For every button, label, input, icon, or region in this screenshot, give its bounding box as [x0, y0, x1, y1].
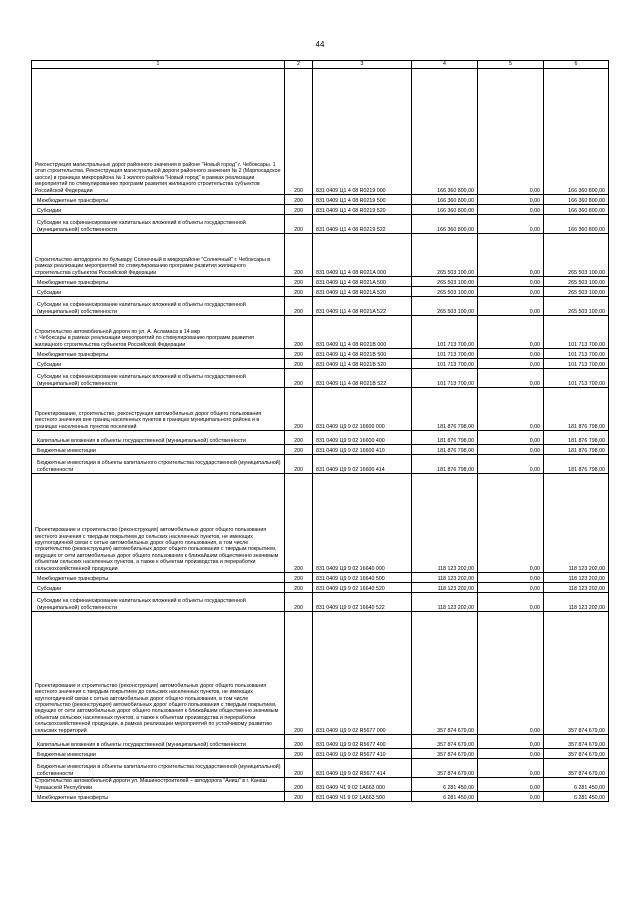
table-row — [32, 369, 609, 388]
row-code-cell: 200 — [285, 349, 313, 359]
row-code-cell: 200 — [285, 369, 313, 388]
row-value-col4: 166 360 800,00 — [412, 69, 478, 195]
row-classification-cell: 831 0409 Ц9 9 02 16600 414 — [313, 455, 412, 474]
row-value-col4: 101 713 700,00 — [412, 349, 478, 359]
table-row — [32, 359, 609, 369]
row-value-col6: 181 876 798,00 — [544, 388, 609, 431]
table-row — [32, 573, 609, 583]
row-name-cell: Проектирование и строительство (реконструкция) автомобильных дорог общего пользования местного значения с твердым покрытием до сельских населенных пунктов, не имеющих круглогодичной связи с сетью автомобильных дорог общего пользования, в том числе строительство (реконструкция) автомобильных дорог общего пользования с твердым покрытием, ведущих от сети автомобильных дорог общего пользования к ближайшим общественно значимым объектам сельских населенных пунктов, а также к объектам производства и переработки сельскохозяйственной продукции — [32, 474, 285, 573]
table-row — [32, 735, 609, 749]
table-row — [32, 316, 609, 349]
table-row — [32, 215, 609, 234]
row-value-col5: 0,00 — [478, 593, 544, 612]
column-header: 3 — [313, 61, 412, 69]
table-row — [32, 69, 609, 195]
row-code-cell: 200 — [285, 583, 313, 593]
row-classification-cell: 831 0409 Ц1 4 08 R021B 520 — [313, 359, 412, 369]
row-classification-cell: 831 0409 Ц9 9 02 16640 500 — [313, 573, 412, 583]
row-value-col6: 181 876 798,00 — [544, 431, 609, 445]
table-row — [32, 583, 609, 593]
row-code-cell: 200 — [285, 778, 313, 792]
row-value-col5: 0,00 — [478, 573, 544, 583]
row-value-col4: 166 360 800,00 — [412, 205, 478, 215]
row-classification-cell: 831 0409 Ц1 4 08 R0219 520 — [313, 205, 412, 215]
row-value-col4: 101 713 700,00 — [412, 369, 478, 388]
row-code-cell: 200 — [285, 431, 313, 445]
row-value-col6: 357 874 679,00 — [544, 612, 609, 735]
row-value-col6: 118 123 202,00 — [544, 474, 609, 573]
row-code-cell: 200 — [285, 215, 313, 234]
row-code-cell: 200 — [285, 445, 313, 455]
row-name-cell: Капитальные вложения в объекты государственной (муниципальной) собственности — [32, 431, 285, 445]
row-classification-cell: 831 0409 Ц1 4 08 R0219 522 — [313, 215, 412, 234]
row-name-cell: Субсидии — [32, 359, 285, 369]
row-value-col4: 118 123 202,00 — [412, 474, 478, 573]
table-row — [32, 349, 609, 359]
row-value-col4: 357 874 679,00 — [412, 759, 478, 778]
table-row — [32, 205, 609, 215]
row-value-col6: 357 874 679,00 — [544, 735, 609, 749]
row-code-cell: 200 — [285, 205, 313, 215]
row-code-cell: 200 — [285, 593, 313, 612]
row-classification-cell: 831 0409 Ц9 9 02 16600 000 — [313, 388, 412, 431]
row-name-cell: Субсидии на софинансирование капитальных вложений в объекты государственной (муниципальной) собственности — [32, 369, 285, 388]
row-name-cell: Проектирование и строительство (реконструкция) автомобильных дорог общего пользования местного значения с твердым покрытием до сельских населенных пунктов, не имеющих круглогодичной связи с сетью автомобильных дорог общего пользования, в том числе строительство (реконструкция) автомобильных дорог общего пользования с твердым покрытием, ведущих от сети автомобильных дорог общего пользования к ближайшим общественно значимым объектам сельских населенных пунктов, а также к объектам производства и переработки сельскохозяйственной продукции, в рамках реализации мероприятий по устойчивому развитию сельских территорий — [32, 612, 285, 735]
row-value-col4: 181 876 798,00 — [412, 455, 478, 474]
row-name-cell: Строительство автомобильной дороги по ул. А. Асламаса в 14 мкр г. Чебоксары в рамках реализации мероприятий по стимулированию программ развития жилищного строительства субъектов Российской Федерации — [32, 316, 285, 349]
row-value-col5: 0,00 — [478, 297, 544, 316]
row-value-col4: 265 503 100,00 — [412, 287, 478, 297]
row-value-col4: 118 123 202,00 — [412, 583, 478, 593]
table-row — [32, 277, 609, 287]
row-name-cell: Субсидии на софинансирование капитальных вложений в объекты государственной (муниципальной) собственности — [32, 593, 285, 612]
row-code-cell: 200 — [285, 735, 313, 749]
row-classification-cell: 831 0409 Ч1 9 02 1А663 000 — [313, 778, 412, 792]
row-name-cell: Бюджетные инвестиции в объекты капитального строительства государственной (муниципальной) собственности — [32, 759, 285, 778]
row-value-col5: 0,00 — [478, 792, 544, 802]
column-header: 4 — [412, 61, 478, 69]
row-value-col6: 101 713 700,00 — [544, 316, 609, 349]
row-value-col6: 265 503 100,00 — [544, 277, 609, 287]
row-code-cell: 200 — [285, 455, 313, 474]
row-code-cell: 200 — [285, 297, 313, 316]
row-code-cell: 200 — [285, 749, 313, 759]
row-value-col4: 265 503 100,00 — [412, 297, 478, 316]
row-value-col6: 166 360 800,00 — [544, 215, 609, 234]
row-code-cell: 200 — [285, 195, 313, 205]
row-name-cell: Субсидии — [32, 205, 285, 215]
column-header: 1 — [32, 61, 285, 69]
row-value-col5: 0,00 — [478, 359, 544, 369]
table-row — [32, 455, 609, 474]
row-name-cell: Субсидии на софинансирование капитальных вложений в объекты государственной (муниципальной) собственности — [32, 297, 285, 316]
row-classification-cell: 831 0409 Ц1 4 08 R021B 500 — [313, 349, 412, 359]
row-classification-cell: 831 0409 Ц9 9 02 16640 000 — [313, 474, 412, 573]
row-value-col6: 166 360 800,00 — [544, 205, 609, 215]
row-classification-cell: 831 0409 Ц1 4 08 R021A 522 — [313, 297, 412, 316]
row-value-col5: 0,00 — [478, 455, 544, 474]
row-value-col5: 0,00 — [478, 431, 544, 445]
row-value-col5: 0,00 — [478, 388, 544, 431]
row-name-cell: Капитальные вложения в объекты государственной (муниципальной) собственности — [32, 735, 285, 749]
row-value-col5: 0,00 — [478, 445, 544, 455]
row-value-col4: 357 874 679,00 — [412, 749, 478, 759]
table-row — [32, 474, 609, 573]
row-value-col4: 166 360 800,00 — [412, 195, 478, 205]
row-classification-cell: 831 0409 Ц1 4 08 R021B 522 — [313, 369, 412, 388]
row-classification-cell: 831 0409 Ц9 9 02 16600 410 — [313, 445, 412, 455]
table-row — [32, 234, 609, 277]
row-name-cell: Бюджетные инвестиции в объекты капитального строительства государственной (муниципальной) собственности — [32, 455, 285, 474]
row-value-col5: 0,00 — [478, 612, 544, 735]
row-classification-cell: 831 0409 Ц9 9 02 R5677 414 — [313, 759, 412, 778]
row-value-col4: 265 503 100,00 — [412, 277, 478, 287]
budget-table — [31, 60, 609, 802]
table-row — [32, 195, 609, 205]
row-value-col4: 181 876 798,00 — [412, 388, 478, 431]
row-code-cell: 200 — [285, 359, 313, 369]
column-header: 5 — [478, 61, 544, 69]
row-value-col6: 357 874 679,00 — [544, 759, 609, 778]
row-name-cell: Межбюджетные трансферты — [32, 573, 285, 583]
row-value-col4: 357 874 679,00 — [412, 612, 478, 735]
table-row — [32, 778, 609, 792]
row-name-cell: Бюджетные инвестиции — [32, 445, 285, 455]
row-value-col6: 181 876 798,00 — [544, 455, 609, 474]
row-code-cell: 200 — [285, 474, 313, 573]
row-value-col6: 6 281 450,00 — [544, 792, 609, 802]
row-value-col4: 265 503 100,00 — [412, 234, 478, 277]
row-name-cell: Межбюджетные трансферты — [32, 277, 285, 287]
row-value-col5: 0,00 — [478, 735, 544, 749]
row-classification-cell: 831 0409 Ц1 4 08 R021A 500 — [313, 277, 412, 287]
row-value-col6: 166 360 800,00 — [544, 195, 609, 205]
row-value-col5: 0,00 — [478, 474, 544, 573]
row-value-col5: 0,00 — [478, 583, 544, 593]
row-code-cell: 200 — [285, 287, 313, 297]
row-classification-cell: 831 0409 Ч1 9 02 1А663 500 — [313, 792, 412, 802]
row-name-cell: Субсидии на софинансирование капитальных вложений в объекты государственной (муниципальной) собственности — [32, 215, 285, 234]
row-code-cell: 200 — [285, 612, 313, 735]
row-code-cell: 200 — [285, 69, 313, 195]
page-number: 44 — [315, 40, 325, 49]
header-row — [32, 61, 609, 69]
table-row — [32, 593, 609, 612]
row-name-cell: Бюджетные инвестиции — [32, 749, 285, 759]
row-value-col4: 357 874 679,00 — [412, 735, 478, 749]
row-classification-cell: 831 0409 Ц9 9 02 R5677 400 — [313, 735, 412, 749]
row-value-col6: 357 874 679,00 — [544, 749, 609, 759]
row-value-col6: 101 713 700,00 — [544, 349, 609, 359]
row-value-col6: 101 713 700,00 — [544, 369, 609, 388]
table-row — [32, 792, 609, 802]
row-value-col6: 166 360 800,00 — [544, 69, 609, 195]
row-value-col4: 101 713 700,00 — [412, 316, 478, 349]
row-classification-cell: 831 0409 Ц9 9 02 16640 520 — [313, 583, 412, 593]
row-code-cell: 200 — [285, 792, 313, 802]
row-value-col5: 0,00 — [478, 287, 544, 297]
table-row — [32, 431, 609, 445]
row-value-col5: 0,00 — [478, 195, 544, 205]
row-code-cell: 200 — [285, 573, 313, 583]
row-value-col5: 0,00 — [478, 277, 544, 287]
row-value-col6: 118 123 202,00 — [544, 583, 609, 593]
row-name-cell: Межбюджетные трансферты — [32, 195, 285, 205]
row-value-col6: 265 503 100,00 — [544, 287, 609, 297]
row-value-col4: 181 876 798,00 — [412, 445, 478, 455]
row-value-col6: 118 123 202,00 — [544, 593, 609, 612]
table-row — [32, 297, 609, 316]
row-classification-cell: 831 0409 Ц9 9 02 16640 522 — [313, 593, 412, 612]
row-value-col6: 265 503 100,00 — [544, 297, 609, 316]
row-value-col6: 265 503 100,00 — [544, 234, 609, 277]
table-row — [32, 287, 609, 297]
row-classification-cell: 831 0409 Ц1 4 08 R021B 000 — [313, 316, 412, 349]
table-row — [32, 612, 609, 735]
table-row — [32, 445, 609, 455]
row-value-col5: 0,00 — [478, 759, 544, 778]
column-header: 2 — [285, 61, 313, 69]
row-code-cell: 200 — [285, 234, 313, 277]
row-value-col6: 118 123 202,00 — [544, 573, 609, 583]
row-value-col5: 0,00 — [478, 349, 544, 359]
table-row — [32, 759, 609, 778]
table-row — [32, 388, 609, 431]
column-header: 6 — [544, 61, 609, 69]
row-classification-cell: 831 0409 Ц1 4 08 R021A 520 — [313, 287, 412, 297]
row-value-col5: 0,00 — [478, 69, 544, 195]
row-value-col5: 0,00 — [478, 215, 544, 234]
row-code-cell: 200 — [285, 388, 313, 431]
row-classification-cell: 831 0409 Ц1 4 08 R021A 000 — [313, 234, 412, 277]
row-name-cell: Субсидии — [32, 583, 285, 593]
row-code-cell: 200 — [285, 316, 313, 349]
table-row — [32, 749, 609, 759]
row-value-col4: 118 123 202,00 — [412, 573, 478, 583]
row-classification-cell: 831 0409 Ц9 9 02 16600 400 — [313, 431, 412, 445]
row-value-col6: 181 876 798,00 — [544, 445, 609, 455]
row-value-col5: 0,00 — [478, 778, 544, 792]
row-name-cell: Строительство автомобильной дороги ул. Машиностроителей – автодорога "Аниш" в г. Канаш Чувашской Республики — [32, 778, 285, 792]
row-value-col6: 6 281 450,00 — [544, 778, 609, 792]
row-value-col6: 101 713 700,00 — [544, 359, 609, 369]
row-name-cell: Межбюджетные трансферты — [32, 792, 285, 802]
row-name-cell: Межбюджетные трансферты — [32, 349, 285, 359]
row-value-col4: 181 876 798,00 — [412, 431, 478, 445]
row-value-col4: 166 360 800,00 — [412, 215, 478, 234]
row-value-col4: 6 281 450,00 — [412, 778, 478, 792]
row-name-cell: Реконструкция магистральных дорог районного значения в районе "Новый город" г. Чебоксары. 1 этап строительства. Реконструкция магистральной дороги районного значения № 2 (Марпосадское шоссе) в границах микрорайона № 1 жилого района "Новый город" в рамках реализации мероприятий по стимулированию программ развития жилищного строительства субъектов Российской Федерации — [32, 69, 285, 195]
row-value-col5: 0,00 — [478, 316, 544, 349]
row-value-col4: 6 281 450,00 — [412, 792, 478, 802]
row-classification-cell: 831 0409 Ц1 4 08 R0219 000 — [313, 69, 412, 195]
row-value-col5: 0,00 — [478, 749, 544, 759]
row-code-cell: 200 — [285, 759, 313, 778]
row-value-col5: 0,00 — [478, 369, 544, 388]
row-value-col4: 118 123 202,00 — [412, 593, 478, 612]
row-value-col5: 0,00 — [478, 234, 544, 277]
row-classification-cell: 831 0409 Ц9 9 02 R5677 410 — [313, 749, 412, 759]
row-code-cell: 200 — [285, 277, 313, 287]
row-classification-cell: 831 0409 Ц1 4 08 R0219 500 — [313, 195, 412, 205]
row-name-cell: Проектирование, строительство, реконструкция автомобильных дорог общего пользования местного значения вне границ населенных пунктов в границах муниципального района и в границах населенных пунктов поселений — [32, 388, 285, 431]
row-classification-cell: 831 0409 Ц9 9 02 R5677 000 — [313, 612, 412, 735]
row-name-cell: Строительство автодороги по бульвару Солнечный в микрорайоне "Солнечный" г. Чебоксары в рамках реализации мероприятий по стимулированию программ развития жилищного строительства субъектов Российской Федерации — [32, 234, 285, 277]
row-value-col5: 0,00 — [478, 205, 544, 215]
row-value-col4: 101 713 700,00 — [412, 359, 478, 369]
row-name-cell: Субсидии — [32, 287, 285, 297]
